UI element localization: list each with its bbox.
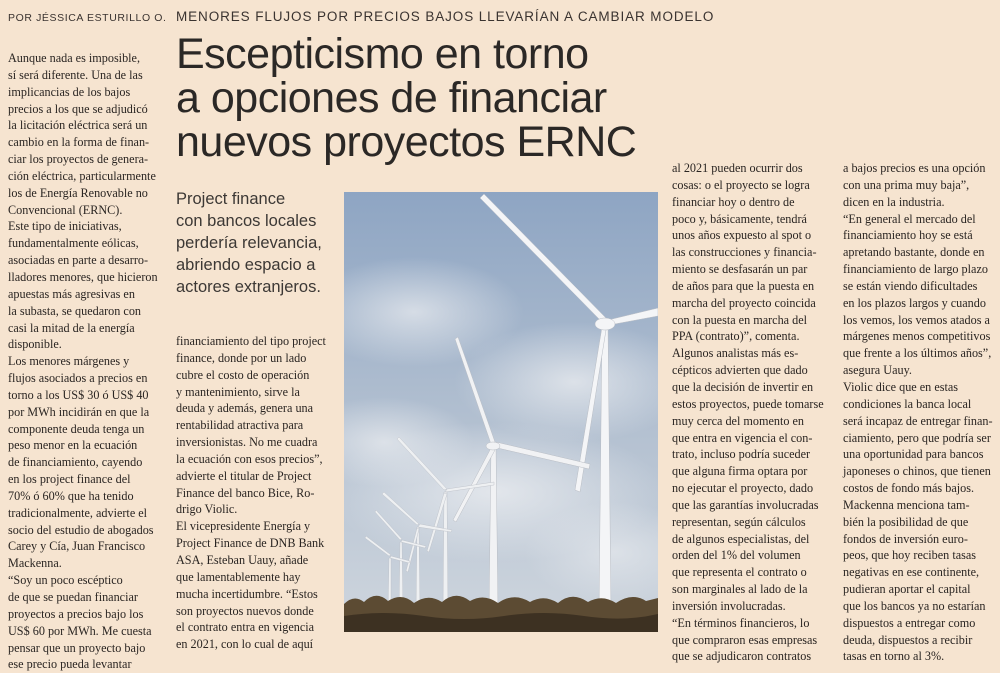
article-line: estos proyectos, puede tomarse [672,396,824,411]
article-line: representan, según cálculos [672,514,806,529]
article-line: los de Energía Renovable no [8,185,148,200]
article-line: “Soy un poco escéptico [8,573,123,588]
article-line: 70% ó 60% que ha tenido [8,488,134,503]
article-line: cambio en la forma de finan- [8,135,150,150]
article-line: pudieran aportar el capital [843,582,971,597]
article-line: ese precio pueda levantar [8,657,132,672]
kicker: MENORES FLUJOS POR PRECIOS BAJOS LLEVARÍAN A CAMBIAR MODELO [176,9,715,24]
article-line: PPA (contrato)”, comenta. [672,329,800,344]
article-line: dispuestos a entregar como [843,615,976,630]
article-line: financiar hoy o dentro de [672,194,795,209]
article-line: pensar que un proyecto bajo [8,640,146,655]
deck-line: abriendo espacio a [176,256,316,274]
article-line: Este tipo de iniciativas, [8,219,122,234]
article-line: drigo Violic. [176,502,238,517]
byline: POR JÉSSICA ESTURILLO O. [8,12,167,24]
article-line: la ecuación con esos precios”, [176,451,323,466]
article-line: Project Finance de DNB Bank [176,536,325,551]
article-line: de algunos especialistas, del [672,531,810,546]
article-line: de que se puedan financiar [8,590,138,604]
article-line: que la decisión de invertir en [672,379,814,394]
article-line: las construcciones y financia- [672,245,817,260]
article-line: asociadas en parte a desarro- [8,253,149,268]
article-line: inversionistas. No me cuadra [176,435,318,450]
article-line: Carey y Cía, Juan Francisco [8,539,146,554]
article-line: miento se desfasarán un par [672,262,808,277]
deck-line: actores extranjeros. [176,278,321,296]
article-line: japoneses o chinos, que tienen [843,464,991,479]
article-line: que compraron esas empresas [672,632,818,647]
article-line: asegura Uauy. [843,363,912,378]
article-line: peos, que hoy reciben tasas [843,548,977,563]
article-line: por MWh incidirán en que la [8,404,150,419]
article-line: Algunos analistas más es- [672,346,799,361]
article-line: que alguna firma optara por [672,464,808,479]
article-line: cubre el costo de operación [176,367,310,382]
deck-line: perdería relevancia, [176,234,322,252]
headline [176,32,646,164]
article-line: son proyectos nuevos donde [176,603,314,618]
article-line: negativas en ese continente, [843,565,980,580]
article-line: orden del 1% del volumen [672,548,801,563]
article-line: ciamiento, pero que podría ser [843,430,991,445]
article-line: costos de fondo más bajos. [843,481,974,496]
article-line: ASA, Esteban Uauy, añade [176,552,309,567]
deck-line: con bancos locales [176,212,317,230]
article-line: apuestas más agresivas en [8,286,135,301]
article-line: que representa el contrato o [672,565,807,580]
article-line: flujos asociados a precios en [8,371,148,386]
article-line: “En general el mercado del [843,211,976,226]
article-line: mucha incertidumbre. “Estos [176,586,318,601]
article-line: “En términos financieros, lo [672,615,810,630]
article-line: que los bancos ya no estarían [843,598,986,613]
article-line: de financiamiento, cayendo [8,455,143,470]
headline-line: a opciones de financiar [176,74,607,122]
article-line: Los menores márgenes y [8,354,130,369]
article-line: cosas: o el proyecto se logra [672,177,810,192]
article-line: financiamiento de largo plazo [843,262,988,277]
article-line: márgenes menos competitivos [843,329,991,344]
article-line: deuda, dispuestos a recibir [843,632,973,647]
article-line: se están viendo dificultades [843,278,978,293]
article-line: fundamentalmente eólicas, [8,236,139,251]
article-line: poco y, básicamente, tendrá [672,211,807,226]
article-line: la licitación eléctrica será un [8,118,148,133]
article-line: en 2021, con lo cual de aquí [176,637,314,652]
article-line: Aunque nada es imposible, [8,51,141,65]
article-line: bién la posibilidad de que [843,514,969,529]
article-line: socio del estudio de abogados [8,522,154,537]
article-line: casi la mitad de la energía [8,320,135,335]
article-line: disponible. [8,337,62,352]
article-line: que frente a los últimos años”, [843,346,992,361]
article-line: cépticos advierten que dado [672,363,808,378]
article-line: que se adjudicaron contratos [672,649,812,664]
article-line: una oportunidad para bancos [843,447,984,462]
article-line: son marginales al lado de la [672,582,808,597]
article-line: apretando bastante, donde en [843,245,985,260]
article-line: el contrato entra en vigencia [176,620,315,635]
article-line: con una prima muy baja”, [843,177,970,192]
article-line: advierte el titular de Project [176,468,312,483]
article-line: tasas en torno al 3%. [843,649,945,664]
wind-turbines-image [344,192,658,632]
article-line: será incapaz de entregar finan- [843,413,993,428]
article-column-1 [8,50,166,673]
article-line: financiamiento del tipo project [176,334,326,348]
article-line: sí será diferente. Una de las [8,67,143,82]
article-line: que lamentablemente hay [176,569,301,584]
article-line: US$ 60 por MWh. Me cuesta [8,623,152,638]
deck [176,188,346,298]
article-line: proyectos a precios bajo los [8,606,144,621]
article-line: con la puesta en marcha del [672,312,808,327]
article-line: tradicionalmente, advierte el [8,505,148,520]
article-line: al 2021 pueden ocurrir dos [672,161,803,175]
article-line: condiciones la banca local [843,396,972,411]
article-column-2 [176,333,336,653]
article-line: El vicepresidente Energía y [176,519,311,534]
deck-line: Project finance [176,190,286,208]
article-line: financiamiento hoy se está [843,228,973,243]
article-line: que entra en vigencia el con- [672,430,813,445]
article-line: dicen en la industria. [843,194,945,209]
headline-line: nuevos proyectos ERNC [176,118,637,166]
article-line: Mackenna. [8,556,62,571]
article-line: la subasta, se quedaron con [8,303,142,318]
article-line: que las garantías involucradas [672,497,819,512]
article-line: Finance del banco Bice, Ro- [176,485,315,500]
article-line: los vemos, los vemos atados a [843,312,990,327]
article-line: rentabilidad atractiva para [176,418,304,433]
article-column-4 [843,160,995,665]
article-line: deuda y además, genera una [176,401,314,416]
article-line: muy cerca del momento en [672,413,804,428]
wind-turbines-photo [344,192,658,632]
article-line: marcha del proyecto coincida [672,295,816,310]
article-line: de años para que la puesta en [672,278,815,293]
article-line: Violic dice que en estas [843,379,959,394]
article-line: y mantenimiento, sirve la [176,384,300,399]
article-line: precios a los que se adjudicó [8,101,148,116]
article-column-3 [672,160,830,665]
article-line: unos años expuesto al spot o [672,228,812,243]
article-line: fondos de inversión euro- [843,531,968,546]
headline-line: Escepticismo en torno [176,30,589,78]
article-line: Convencional (ERNC). [8,202,123,217]
article-line: en los plazos largos y cuando [843,295,986,310]
article-line: finance, donde por un lado [176,350,307,365]
article-line: Mackenna menciona tam- [843,497,970,512]
article-line: implicancias de los bajos [8,84,131,99]
article-line: ción eléctrica, particularmente [8,168,156,183]
article-line: lladores menores, que hicieron [8,269,158,284]
article-line: peso menor en la ecuación [8,438,138,453]
article-line: trato, incluso podría suceder [672,447,811,462]
article-line: no ejecutar el proyecto, dado [672,481,814,496]
article-line: a bajos precios es una opción [843,161,986,175]
article-line: torno a los US$ 30 ó US$ 40 [8,387,149,402]
article-line: ciar los proyectos de genera- [8,152,149,167]
article-line: inversión involucradas. [672,598,786,613]
article-line: en los project finance del [8,472,131,487]
article-line: componente deuda tenga un [8,421,145,436]
